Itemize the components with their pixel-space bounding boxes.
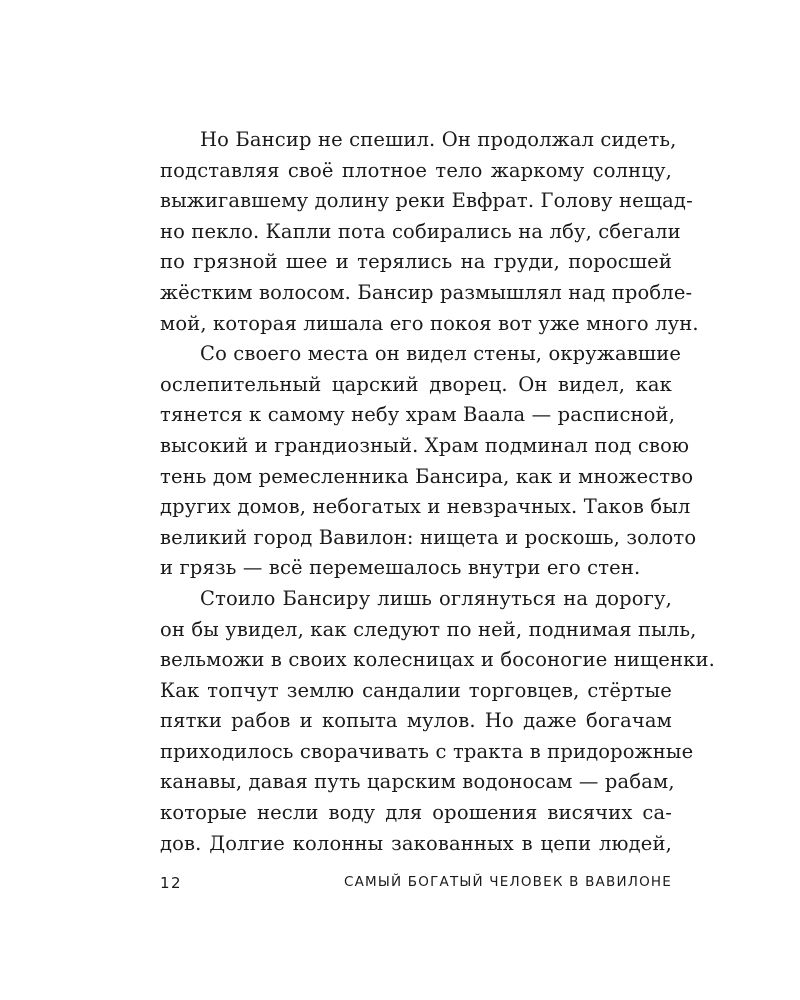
page-footer [160, 874, 672, 898]
text-line: ослепительный царский дворец. Он видел, как [160, 372, 672, 396]
text-line: выжигавшему долину реки Евфрат. Голову нещад- [160, 189, 693, 213]
text-line: Со своего места он видел стены, окружавшие [200, 342, 682, 366]
text-line: вельможи в своих колесницах и босоногие нищенки. [160, 648, 715, 672]
text-line: Как топчут землю сандалии торговцев, стёртые [160, 678, 672, 702]
running-head: САМЫЙ БОГАТЫЙ ЧЕЛОВЕК В ВАВИЛОНЕ [343, 874, 672, 890]
text-line: жёстким волосом. Бансир размышлял над пробле- [160, 280, 693, 304]
text-line: которые несли воду для орошения висячих са- [160, 801, 672, 825]
text-line: приходилось сворачивать с тракта в придорожные [160, 739, 694, 763]
text-line: но пекло. Капли пота собирались на лбу, сбегали [160, 219, 681, 243]
text-line: канавы, давая путь царским водоносам — рабам, [160, 770, 675, 794]
text-line: Но Бансир не спешил. Он продолжал сидеть, [200, 128, 677, 151]
text-line: подставляя своё плотное тело жаркому солнцу, [160, 158, 672, 182]
text-line: пятки рабов и копыта мулов. Но даже богачам [160, 709, 672, 733]
text-line: тень дом ремесленника Бансира, как и множество [160, 464, 694, 488]
text-line: великий город Вавилон: нищета и роскошь, золото [160, 525, 697, 549]
text-line: он бы увидел, как следуют по ней, поднимая пыль, [160, 617, 697, 641]
text-line: и грязь — всё перемешалось внутри его стен. [160, 556, 641, 580]
text-line: Стоило Бансиру лишь оглянуться на дорогу, [200, 586, 672, 610]
text-line: высокий и грандиозный. Храм подминал под свою [160, 433, 690, 457]
page-number: 12 [160, 874, 183, 892]
text-line: других домов, небогатых и невзрачных. Таков был [160, 495, 691, 519]
text-line: по грязной шее и терялись на груди, поросшей [160, 250, 672, 274]
text-line: дов. Долгие колонны закованных в цепи людей, [160, 831, 672, 855]
text-line: тянется к самому небу храм Ваала — расписной, [160, 403, 676, 427]
body-text [160, 125, 715, 859]
text-line: мой, которая лишала его покоя вот уже много лун. [160, 311, 699, 335]
